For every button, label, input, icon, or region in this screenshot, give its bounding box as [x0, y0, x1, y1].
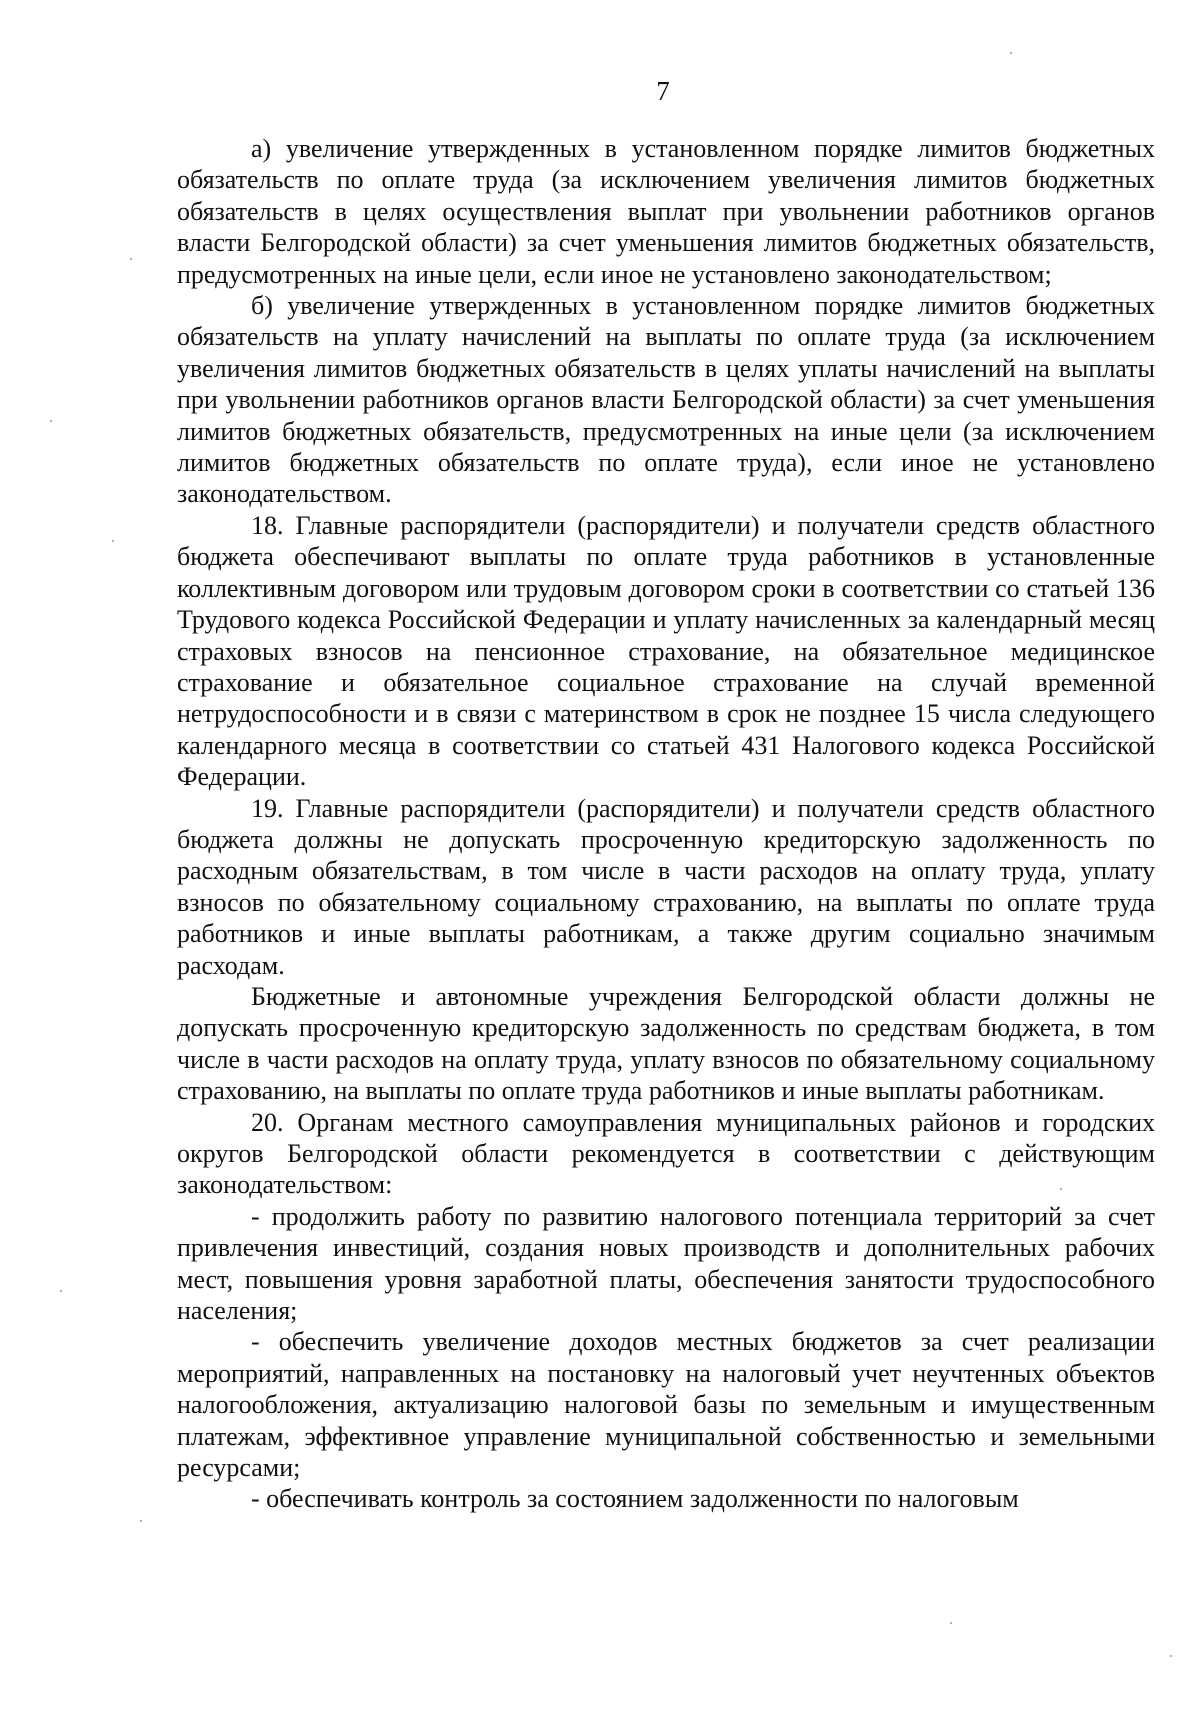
list-item-tax-potential: - продолжить работу по развитию налогового потенциала территорий за счет привлечения инвестиций, создания новых производств и дополнительных рабочих мест, повышения уровня заработной платы, обеспечения занятости трудоспособного населения;: [177, 1201, 1155, 1326]
paragraph-b: б) увеличение утвержденных в установленном порядке лимитов бюджетных обязательств на уплату начислений на выплаты по оплате труда (за исключением увеличения лимитов бюджетных обязательств в целях уплаты начислений на выплаты при увольнении работников органов власти Белгородской области) за счет уменьшения лимитов бюджетных обязательств, предусмотренных на иные цели (за исключением лимитов бюджетных обязательств по оплате труда), если иное не установлено законодательством.: [177, 291, 1155, 509]
scan-speck: [112, 540, 114, 542]
list-item-local-revenue: - обеспечить увеличение доходов местных бюджетов за счет реализации мероприятий, направленных на постановку на налоговый учет неучтенных объектов налогообложения, актуализацию налоговой базы по земельным и имущественным платежам, эффективное управление муниципальной собственностью и земельными ресурсами;: [177, 1327, 1155, 1483]
list-item-tax-debt-control: - обеспечивать контроль за состоянием задолженности по налоговым: [251, 1484, 1019, 1514]
paragraph-20: 20. Органам местного самоуправления муниципальных районов и городских округов Белгородской области рекомендуется в соответствии с действующим законодательством:: [177, 1107, 1155, 1200]
page-number: 7: [656, 76, 670, 106]
paragraph-18: 18. Главные распорядители (распорядители) и получатели средств областного бюджета обеспечивают выплаты по оплате труда работников в установленные коллективным договором или трудовым договором сроки в соответствии со статьей 136 Трудового кодекса Российской Федерации и уплату начисленных за календарный месяц страховых взносов на пенсионное страхование, на обязательное медицинское страхование и обязательное социальное страхование на случай временной нетрудоспособности и в связи с материнством в срок не позднее 15 числа следующего календарного месяца в соответствии со статьей 431 Налогового кодекса Российской Федерации.: [177, 510, 1155, 792]
scan-speck: [130, 258, 132, 260]
document-body: [177, 133, 1155, 1515]
scan-speck: [140, 1520, 142, 1522]
paragraph-19: 19. Главные распорядители (распорядители) и получатели средств областного бюджета должны не допускать просроченную кредиторскую задолженность по расходным обязательствам, в том числе в части расходов на оплату труда, уплату взносов по обязательному социальному страхованию, на выплаты по оплате труда работников и иные выплаты работникам, а также другим социально значимым расходам.: [177, 793, 1155, 980]
scan-speck: [1170, 1655, 1172, 1657]
paragraph-budget-institutions: Бюджетные и автономные учреждения Белгородской области должны не допускать просроченную кредиторскую задолженность по средствам бюджета, в том числе в части расходов на оплату труда, уплату взносов по обязательному социальному страхованию, на выплаты по оплате труда работников и иные выплаты работникам.: [177, 981, 1155, 1106]
scan-speck: [1010, 52, 1012, 54]
scan-speck: [1060, 1188, 1062, 1190]
scan-speck: [60, 1290, 62, 1292]
scan-speck: [950, 1622, 952, 1624]
paragraph-a: а) увеличение утвержденных в установленном порядке лимитов бюджетных обязательств по оплате труда (за исключением увеличения лимитов бюджетных обязательств в целях осуществления выплат при увольнении работников органов власти Белгородской области) за счет уменьшения лимитов бюджетных обязательств, предусмотренных на иные цели, если иное не установлено законодательством;: [177, 134, 1155, 289]
scan-speck: [50, 420, 52, 422]
